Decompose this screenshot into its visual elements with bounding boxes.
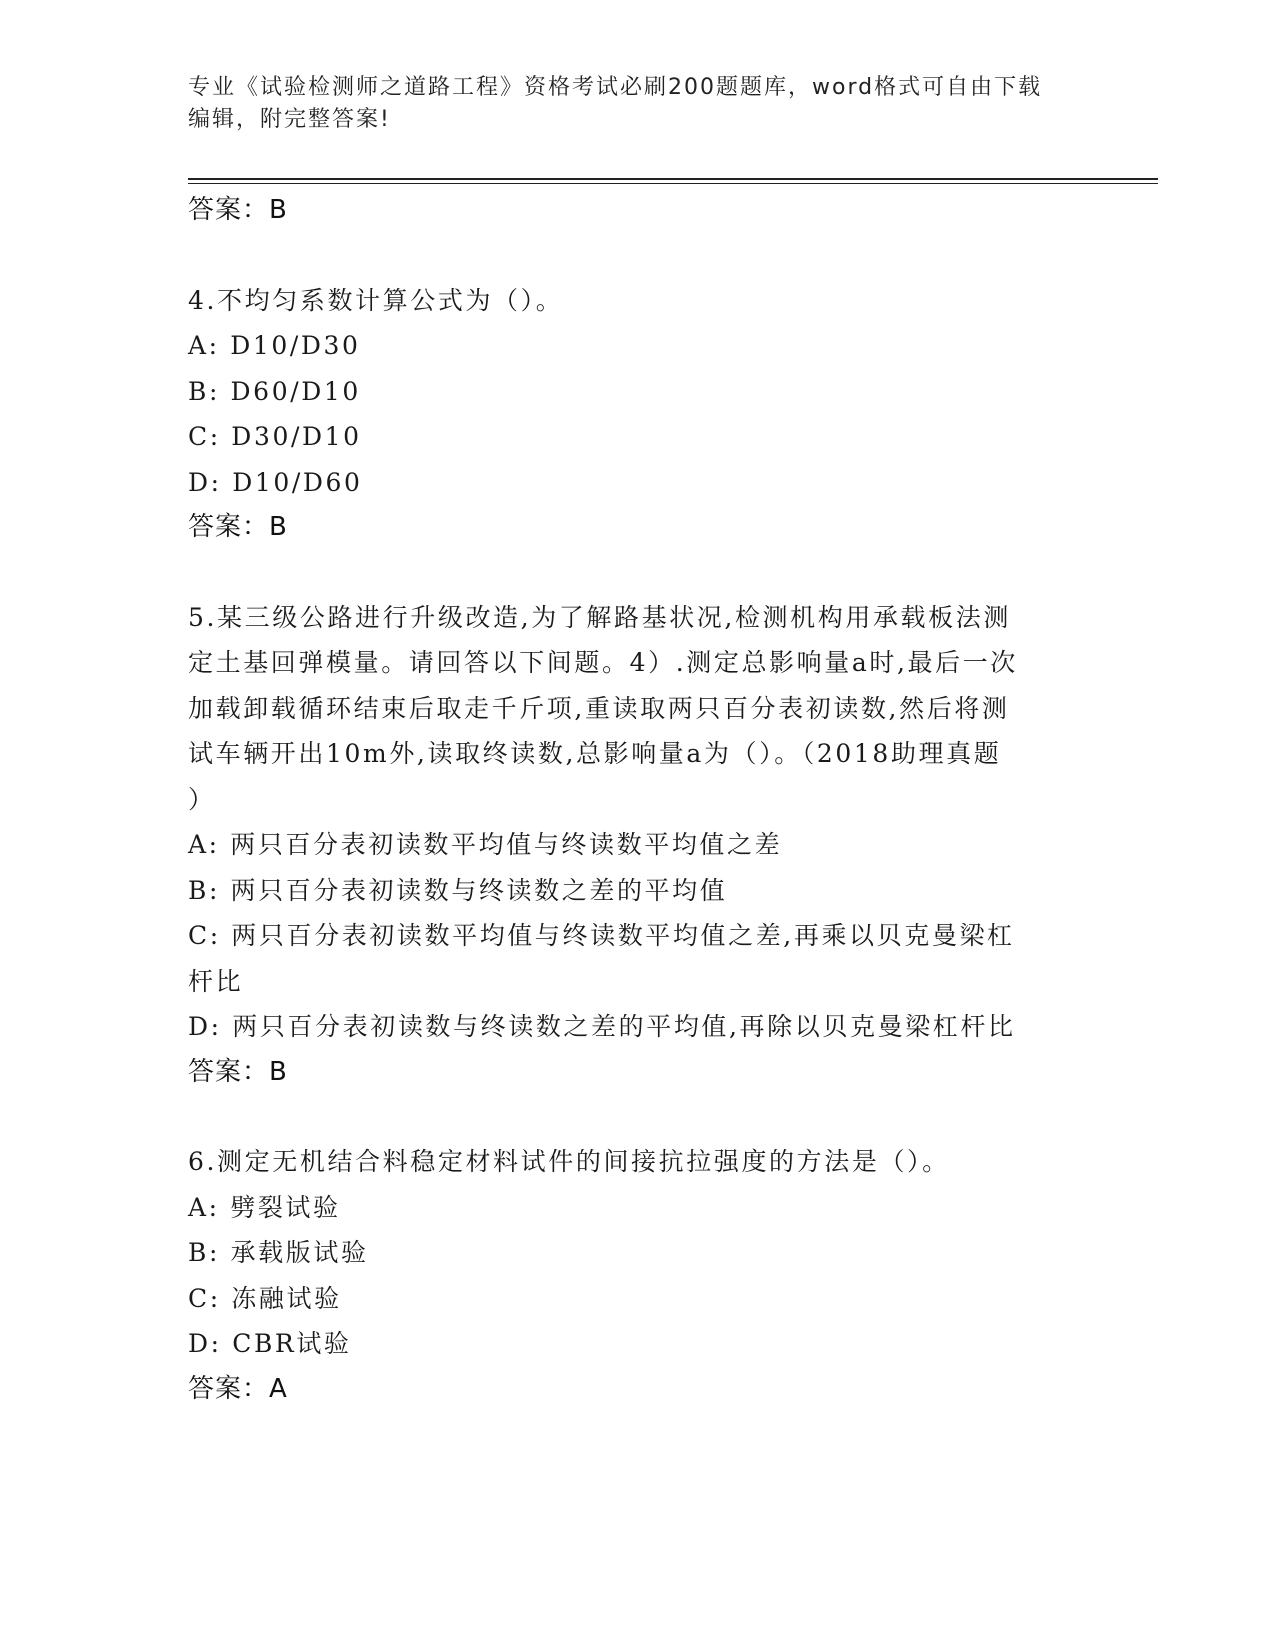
question-5-stem-line-1: 5.某三级公路进行升级改造,为了解路基状况,检测机构用承载板法测: [188, 602, 1011, 632]
question-4-stem: 4.不均匀系数计算公式为（）。: [188, 285, 564, 315]
question-5-stem-line-2: 定土基回弹模量。请回答以下间题。4）.测定总影响量a时,最后一次: [188, 648, 1018, 677]
question-4-option-b: B: D60/D10: [188, 376, 361, 406]
question-5-option-c: C: 两只百分表初读数平均值与终读数平均值之差,再乘以贝克曼梁杠: [188, 921, 1015, 950]
question-4: [188, 278, 1088, 551]
question-5-stem-line-3: 加载卸载循环结束后取走千斤项,重读取两只百分表初读数,然后将测: [188, 693, 1010, 723]
question-5-answer: 答案：B: [188, 1056, 288, 1087]
question-5-option-b: B: 两只百分表初读数与终读数之差的平均值: [188, 875, 728, 905]
question-content: [188, 188, 1088, 1412]
header-line-1: 专业《试验检测师之道路工程》资格考试必刷200题题库，word格式可自由下载: [188, 75, 1043, 100]
question-5-stem-line-5: ）: [188, 784, 216, 814]
question-4-answer: 答案：B: [188, 512, 288, 542]
question-4-option-d: D: D10/D60: [188, 467, 363, 497]
question-6-answer: 答案：A: [188, 1373, 288, 1404]
document-header: [188, 72, 1068, 136]
question-6-option-d: D: CBR试验: [188, 1329, 352, 1358]
previous-answer-block: [188, 188, 1088, 234]
question-5-option-a: A: 两只百分表初读数平均值与终读数平均值之差: [188, 830, 783, 859]
question-6-option-a: A: 劈裂试验: [188, 1192, 341, 1222]
question-4-option-c: C: D30/D10: [188, 422, 362, 451]
question-5-option-c-continued: 杆比: [188, 966, 244, 996]
previous-answer: 答案：B: [188, 195, 288, 225]
question-5: [188, 595, 1088, 1096]
question-4-option-a: A: D10/D30: [188, 331, 361, 360]
header-line-2: 编辑，附完整答案!: [188, 107, 391, 132]
question-5-option-d: D: 两只百分表初读数与终读数之差的平均值,再除以贝克曼梁杠杆比: [188, 1012, 1016, 1041]
header-rule-thick: [188, 178, 1158, 180]
question-5-stem-line-4: 试车辆开出10m外,读取终读数,总影响量a为（）。（2018助理真题: [188, 739, 1002, 768]
header-rule-thin: [188, 183, 1158, 184]
question-6-option-c: C: 冻融试验: [188, 1283, 342, 1313]
question-6-option-b: B: 承载版试验: [188, 1238, 369, 1267]
question-6-stem: 6.测定无机结合料稳定材料试件的间接抗拉强度的方法是（）。: [188, 1147, 950, 1176]
question-6: [188, 1139, 1088, 1412]
